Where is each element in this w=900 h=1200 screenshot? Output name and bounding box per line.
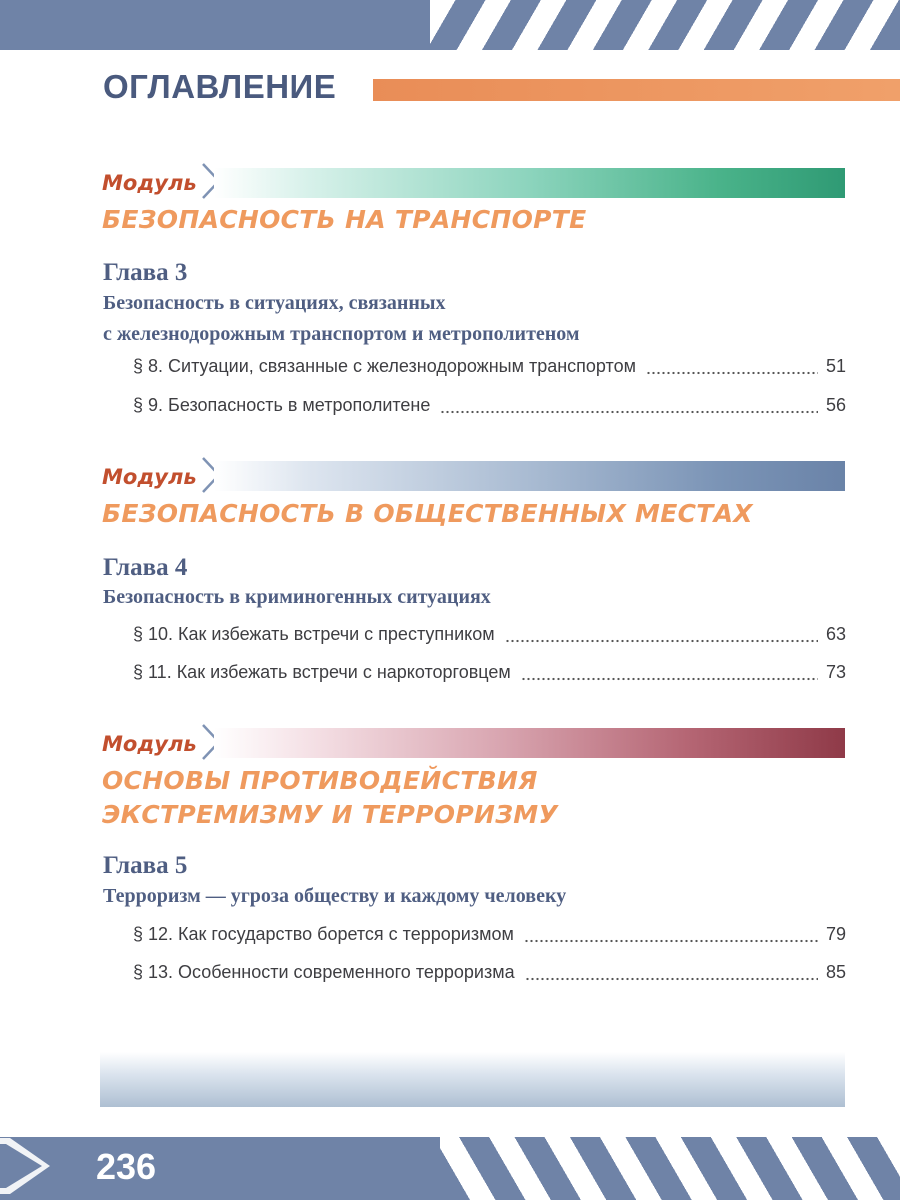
dot-leader bbox=[521, 677, 818, 681]
page-title: ОГЛАВЛЕНИЕ bbox=[103, 68, 337, 105]
chapter-title bbox=[103, 582, 491, 613]
chapter-title-line: с железнодорожным транспортом и метрополитеном bbox=[103, 323, 580, 345]
module-title-line: ЭКСТРЕМИЗМУ И ТЕРРОРИЗМУ bbox=[102, 800, 559, 829]
module-title bbox=[102, 764, 558, 832]
chapter-title-line: Безопасность в криминогенных ситуациях bbox=[103, 586, 491, 608]
section-title: § 10. Как избежать встречи с преступником bbox=[133, 624, 495, 644]
dot-leader bbox=[646, 371, 818, 375]
dot-leader bbox=[525, 977, 818, 981]
chevron-right-icon bbox=[0, 1132, 90, 1200]
module-title bbox=[102, 203, 587, 237]
chapter-number: Глава 5 bbox=[103, 852, 188, 879]
chapter-title-line: Терроризм — угроза обществу и каждому человеку bbox=[103, 885, 567, 907]
chapter-title-line: Безопасность в ситуациях, связанных bbox=[103, 292, 446, 314]
top-band-stripes bbox=[430, 0, 900, 50]
section-page-number: 79 bbox=[825, 924, 846, 944]
top-band-solid bbox=[0, 0, 450, 50]
section-page-number: 51 bbox=[825, 356, 846, 376]
dot-leader bbox=[440, 410, 818, 414]
toc-entry[interactable] bbox=[133, 962, 846, 988]
section-title: § 13. Особенности современного терроризма bbox=[133, 962, 515, 982]
chapter-title bbox=[103, 881, 566, 912]
section-page-number: 85 bbox=[825, 962, 846, 982]
module-title-line: БЕЗОПАСНОСТЬ НА ТРАНСПОРТЕ bbox=[102, 205, 587, 234]
section-page-number: 73 bbox=[825, 662, 846, 682]
module-bar bbox=[214, 461, 845, 491]
section-page-number: 63 bbox=[825, 624, 846, 644]
page-number: 236 bbox=[96, 1146, 157, 1187]
toc-entry[interactable] bbox=[133, 395, 846, 421]
bottom-band-stripes bbox=[440, 1137, 900, 1200]
dot-leader bbox=[505, 639, 818, 643]
toc-entry[interactable] bbox=[133, 624, 846, 650]
module-title-line: ОСНОВЫ ПРОТИВОДЕЙСТВИЯ bbox=[102, 766, 538, 795]
module-bar bbox=[214, 728, 845, 758]
section-title: § 8. Ситуации, связанные с железнодорожным транспортом bbox=[133, 356, 636, 376]
module-title bbox=[102, 497, 753, 531]
chapter-number: Глава 3 bbox=[103, 259, 188, 286]
module-bar bbox=[214, 168, 845, 198]
top-decorative-band bbox=[0, 0, 900, 50]
module-title-line: БЕЗОПАСНОСТЬ В ОБЩЕСТВЕННЫХ МЕСТАХ bbox=[102, 499, 753, 528]
section-page-number: 56 bbox=[825, 395, 846, 415]
footer-gradient-bar bbox=[100, 1052, 845, 1107]
module-label: Модуль bbox=[102, 465, 197, 489]
module-label: Модуль bbox=[102, 171, 197, 195]
title-accent-bar bbox=[373, 79, 900, 101]
toc-entry[interactable] bbox=[133, 662, 846, 688]
toc-entry[interactable] bbox=[133, 924, 846, 950]
module-label: Модуль bbox=[102, 732, 197, 756]
chapter-title bbox=[103, 288, 580, 350]
section-title: § 11. Как избежать встречи с наркоторговцем bbox=[133, 662, 511, 682]
dot-leader bbox=[524, 939, 818, 943]
toc-entry[interactable] bbox=[133, 356, 846, 382]
section-title: § 12. Как государство борется с терроризмом bbox=[133, 924, 514, 944]
section-title: § 9. Безопасность в метрополитене bbox=[133, 395, 431, 415]
chapter-number: Глава 4 bbox=[103, 554, 188, 581]
